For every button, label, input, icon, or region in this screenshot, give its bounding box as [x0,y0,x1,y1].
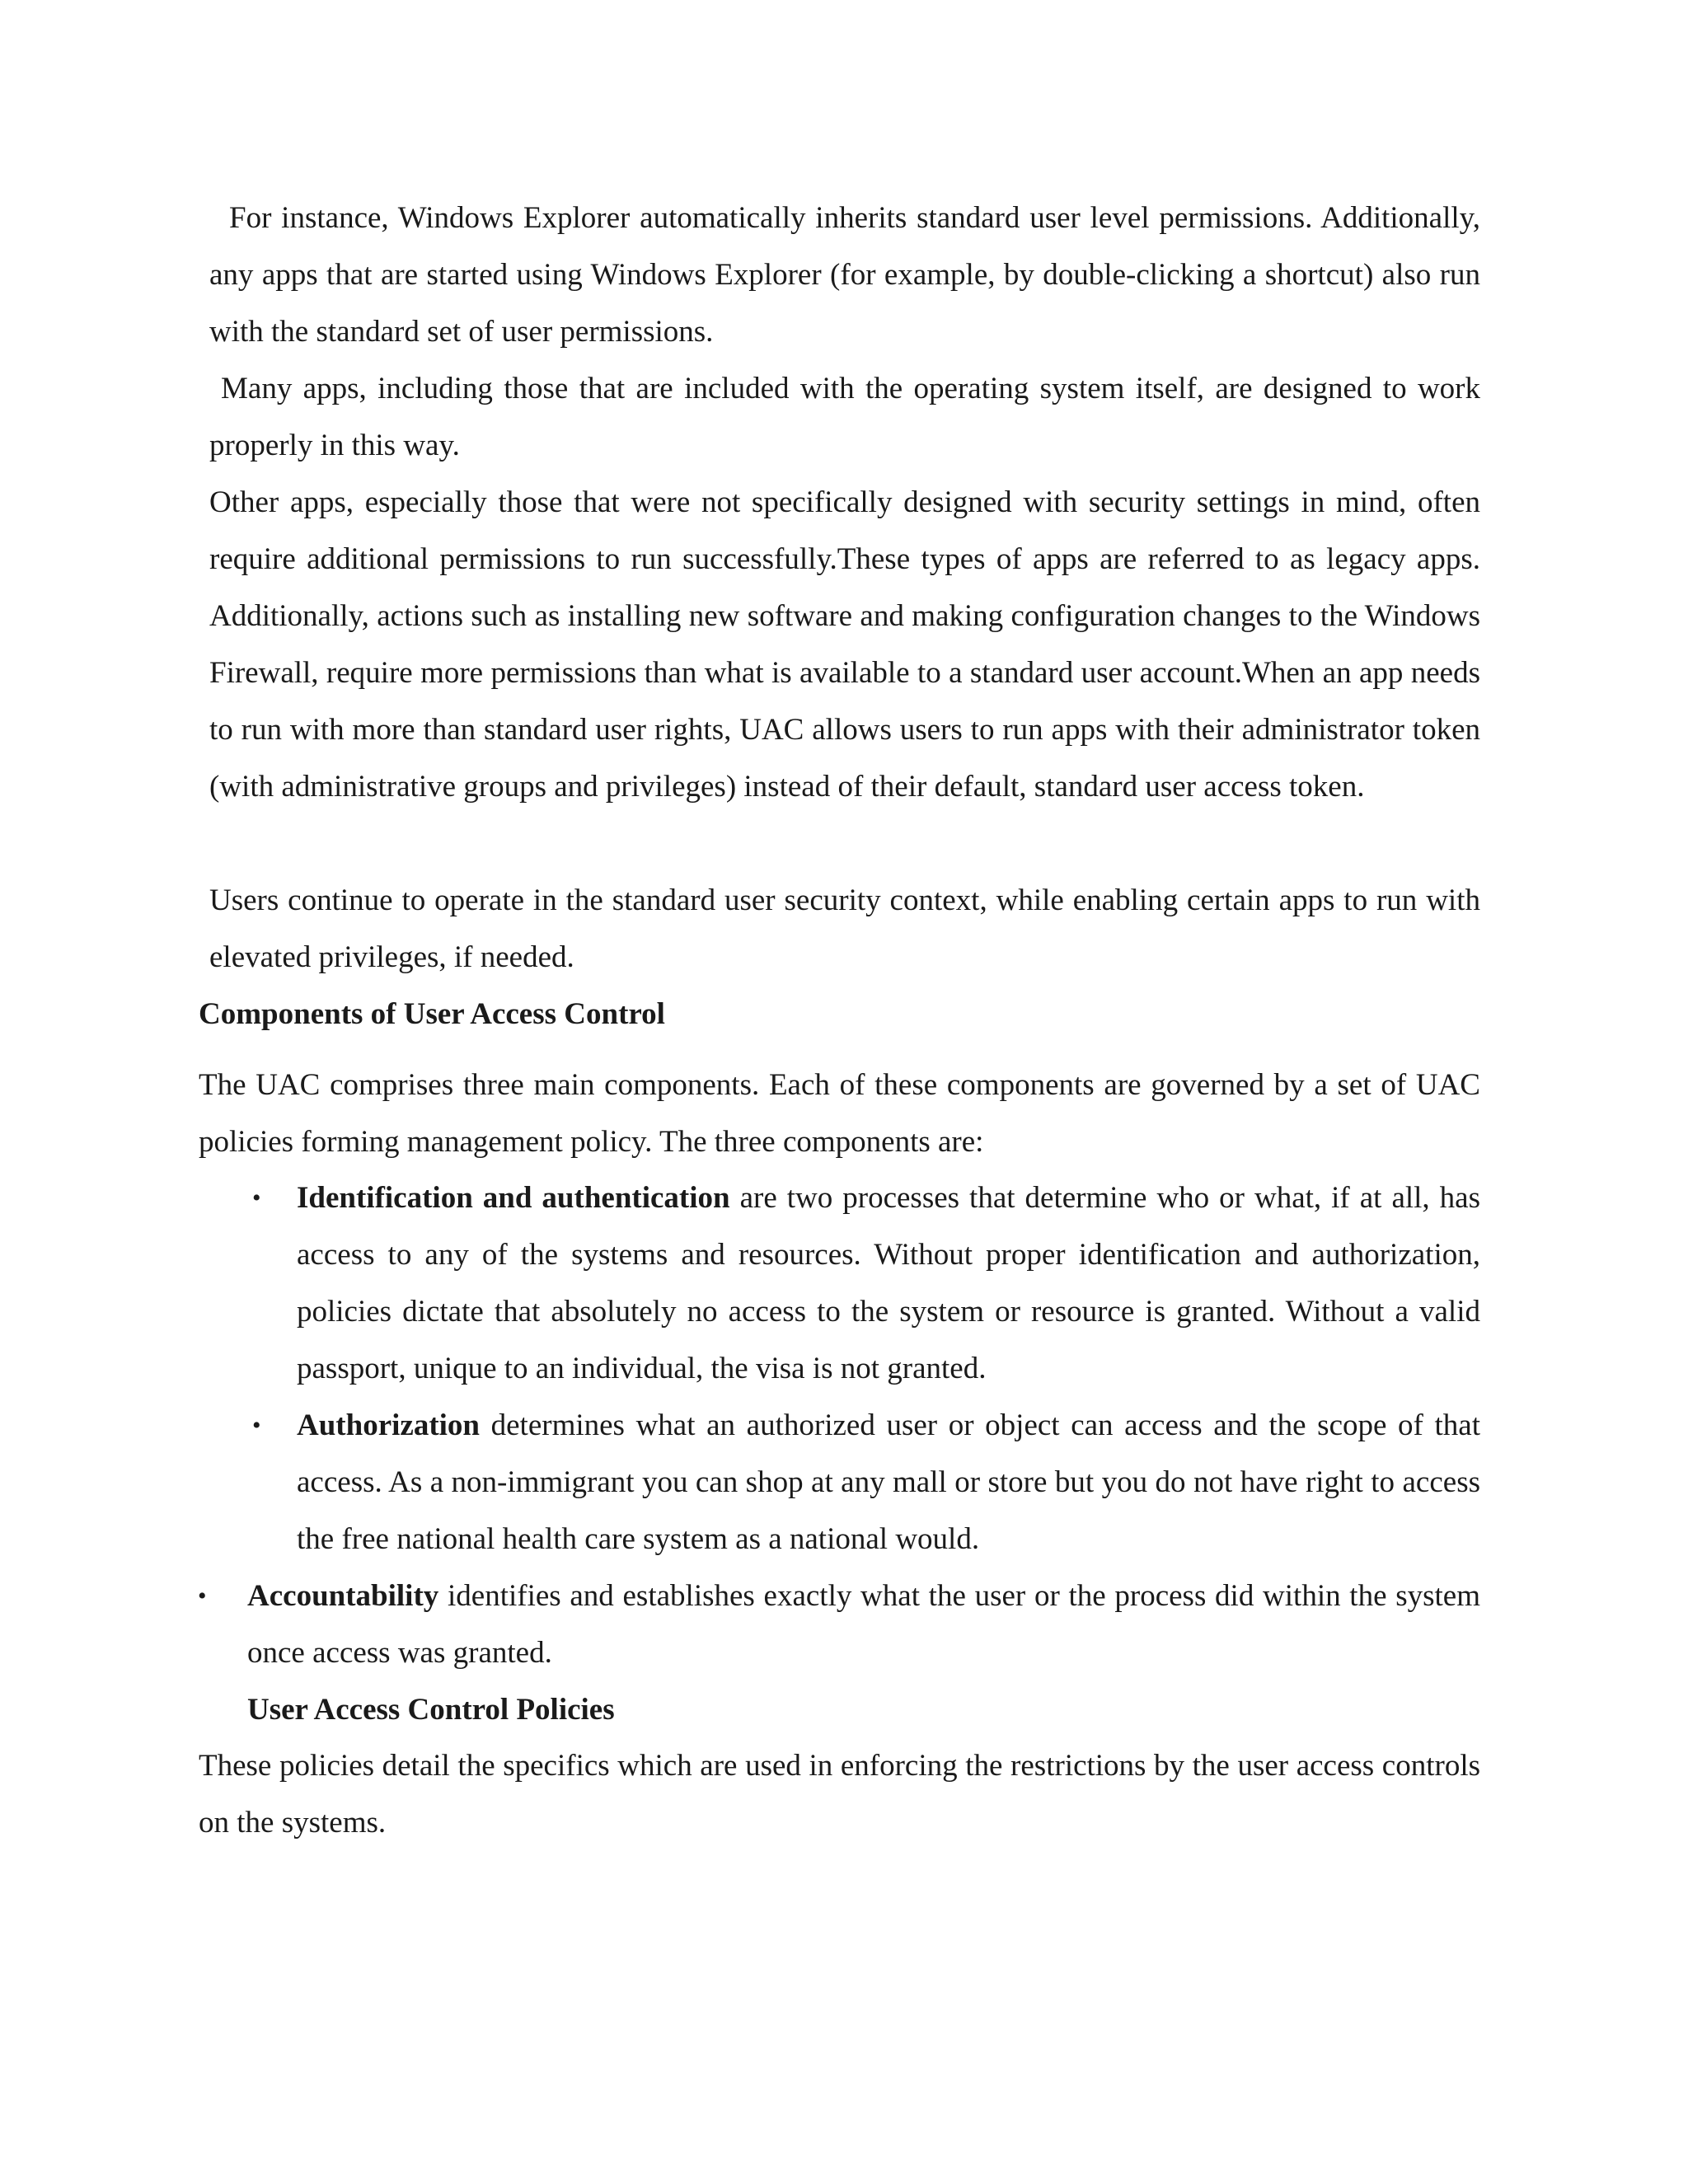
paragraph-windows-explorer [209,190,1480,360]
bullet-dot: • [198,1582,207,1610]
bullet-authorization [252,1397,1480,1568]
paragraph-many-apps: Many apps, including those that are included with the operating system itself, are designed to work properly in this way. [209,372,1480,462]
paragraph-legacy-apps: Other apps, especially those that were not specifically designed with security settings in mind, often require additional permissions to run successfully.These types of apps are referred to as legacy apps. Additionally, actions such as installing new software and making configuration changes to the Windows Firewall, require more permissions than what is available to a standard user account.When an app needs to run with more than standard user rights, UAC allows users to run apps with their administrator token (with administrative groups and privileges) instead of their default, standard user access token. [209,485,1480,804]
bullet-text: determines what an authorized user or object can access and the scope of that access. As a non-immigrant you can shop at any mall or store but you do not have right to access the free national health care system as a national would. [297,1408,1480,1556]
paragraph-policies: These policies detail the specifics which are used in enforcing the restrictions by the user access controls on the systems. [199,1749,1480,1840]
heading-components: Components of User Access Control [199,997,665,1031]
bullet-term: Accountability [247,1579,439,1613]
paragraph-text: For instance, Windows Explorer automatically inherits standard user level permissions. Additionally, any apps that are started using Windows Explorer (for example, by double-clicking a shortcut) also run with the standard set of user permissions. [209,201,1480,349]
paragraph-components-intro: The UAC comprises three main components. Each of these components are governed by a set of UAC policies forming management policy. The three components are: [199,1068,1480,1159]
bullet-text: are two processes that determine who or what, if at all, has access to any of the systems and resources. Without proper identification and authorization, policies dictate that absolutely no access to the system or resource is granted. Without a valid passport, unique to an individual, the visa is not granted. [297,1181,1480,1385]
paragraph-standard-context: Users continue to operate in the standard user security context, while enabling certain apps to run with elevated privileges, if needed. [209,883,1480,974]
bullet-term: Identification and authentication [297,1181,730,1215]
bullet-dot: • [252,1412,261,1439]
bullet-accountability [198,1568,1480,1681]
bullet-term: Authorization [297,1408,480,1442]
bullet-identification [252,1169,1480,1397]
heading-policies: User Access Control Policies [247,1693,615,1727]
bullet-text: identifies and establishes exactly what the user or the process did within the system once access was granted. [247,1579,1480,1670]
bullet-dot: • [252,1184,261,1212]
